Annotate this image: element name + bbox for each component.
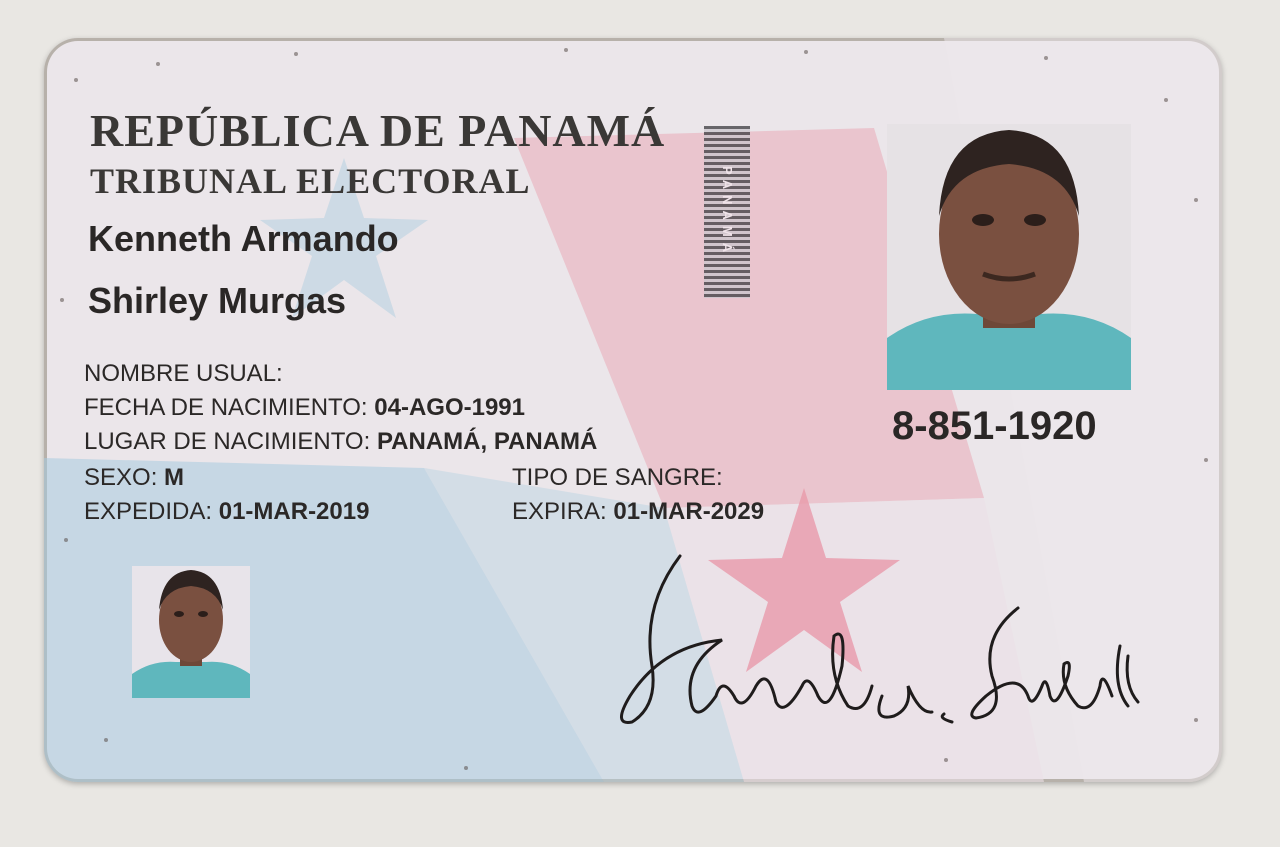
fecha-nacimiento-label: FECHA DE NACIMIENTO: — [84, 394, 368, 421]
expedida-value: 01-MAR-2019 — [218, 498, 370, 525]
nombre-usual-row — [84, 360, 283, 388]
sexo-row — [84, 464, 184, 492]
expedida-row — [84, 498, 369, 526]
tipo-sangre-row — [512, 464, 723, 492]
expira-row — [512, 498, 764, 526]
holder-last-names: Shirley Murgas — [88, 280, 347, 321]
holder-ghost-photo — [132, 566, 250, 698]
holder-signature — [572, 546, 1142, 736]
lugar-nacimiento-label: LUGAR DE NACIMIENTO: — [84, 428, 371, 455]
holder-first-names: Kenneth Armando — [88, 218, 399, 259]
header-republica: REPÚBLICA DE PANAMÁ — [90, 105, 666, 156]
id-number: 8-851-1920 — [892, 404, 1097, 448]
fecha-nacimiento-value: 04-AGO-1991 — [374, 394, 526, 421]
nombre-usual-label: NOMBRE USUAL: — [84, 360, 283, 387]
security-strip-text: PANAMÁ — [720, 165, 735, 259]
sexo-label: SEXO: — [84, 464, 158, 491]
header-tribunal: TRIBUNAL ELECTORAL — [90, 161, 531, 201]
id-card — [44, 38, 1222, 782]
expedida-label: EXPEDIDA: — [84, 498, 213, 525]
holder-photo — [887, 124, 1131, 390]
tipo-sangre-label: TIPO DE SANGRE: — [512, 464, 723, 491]
security-strip — [704, 126, 750, 298]
sexo-value: M — [164, 464, 185, 491]
lugar-nacimiento-value: PANAMÁ, PANAMÁ — [376, 428, 598, 455]
expira-label: EXPIRA: — [512, 498, 607, 525]
expira-value: 01-MAR-2029 — [613, 498, 765, 525]
lugar-nacimiento-row — [84, 428, 597, 456]
fecha-nacimiento-row — [84, 394, 525, 422]
